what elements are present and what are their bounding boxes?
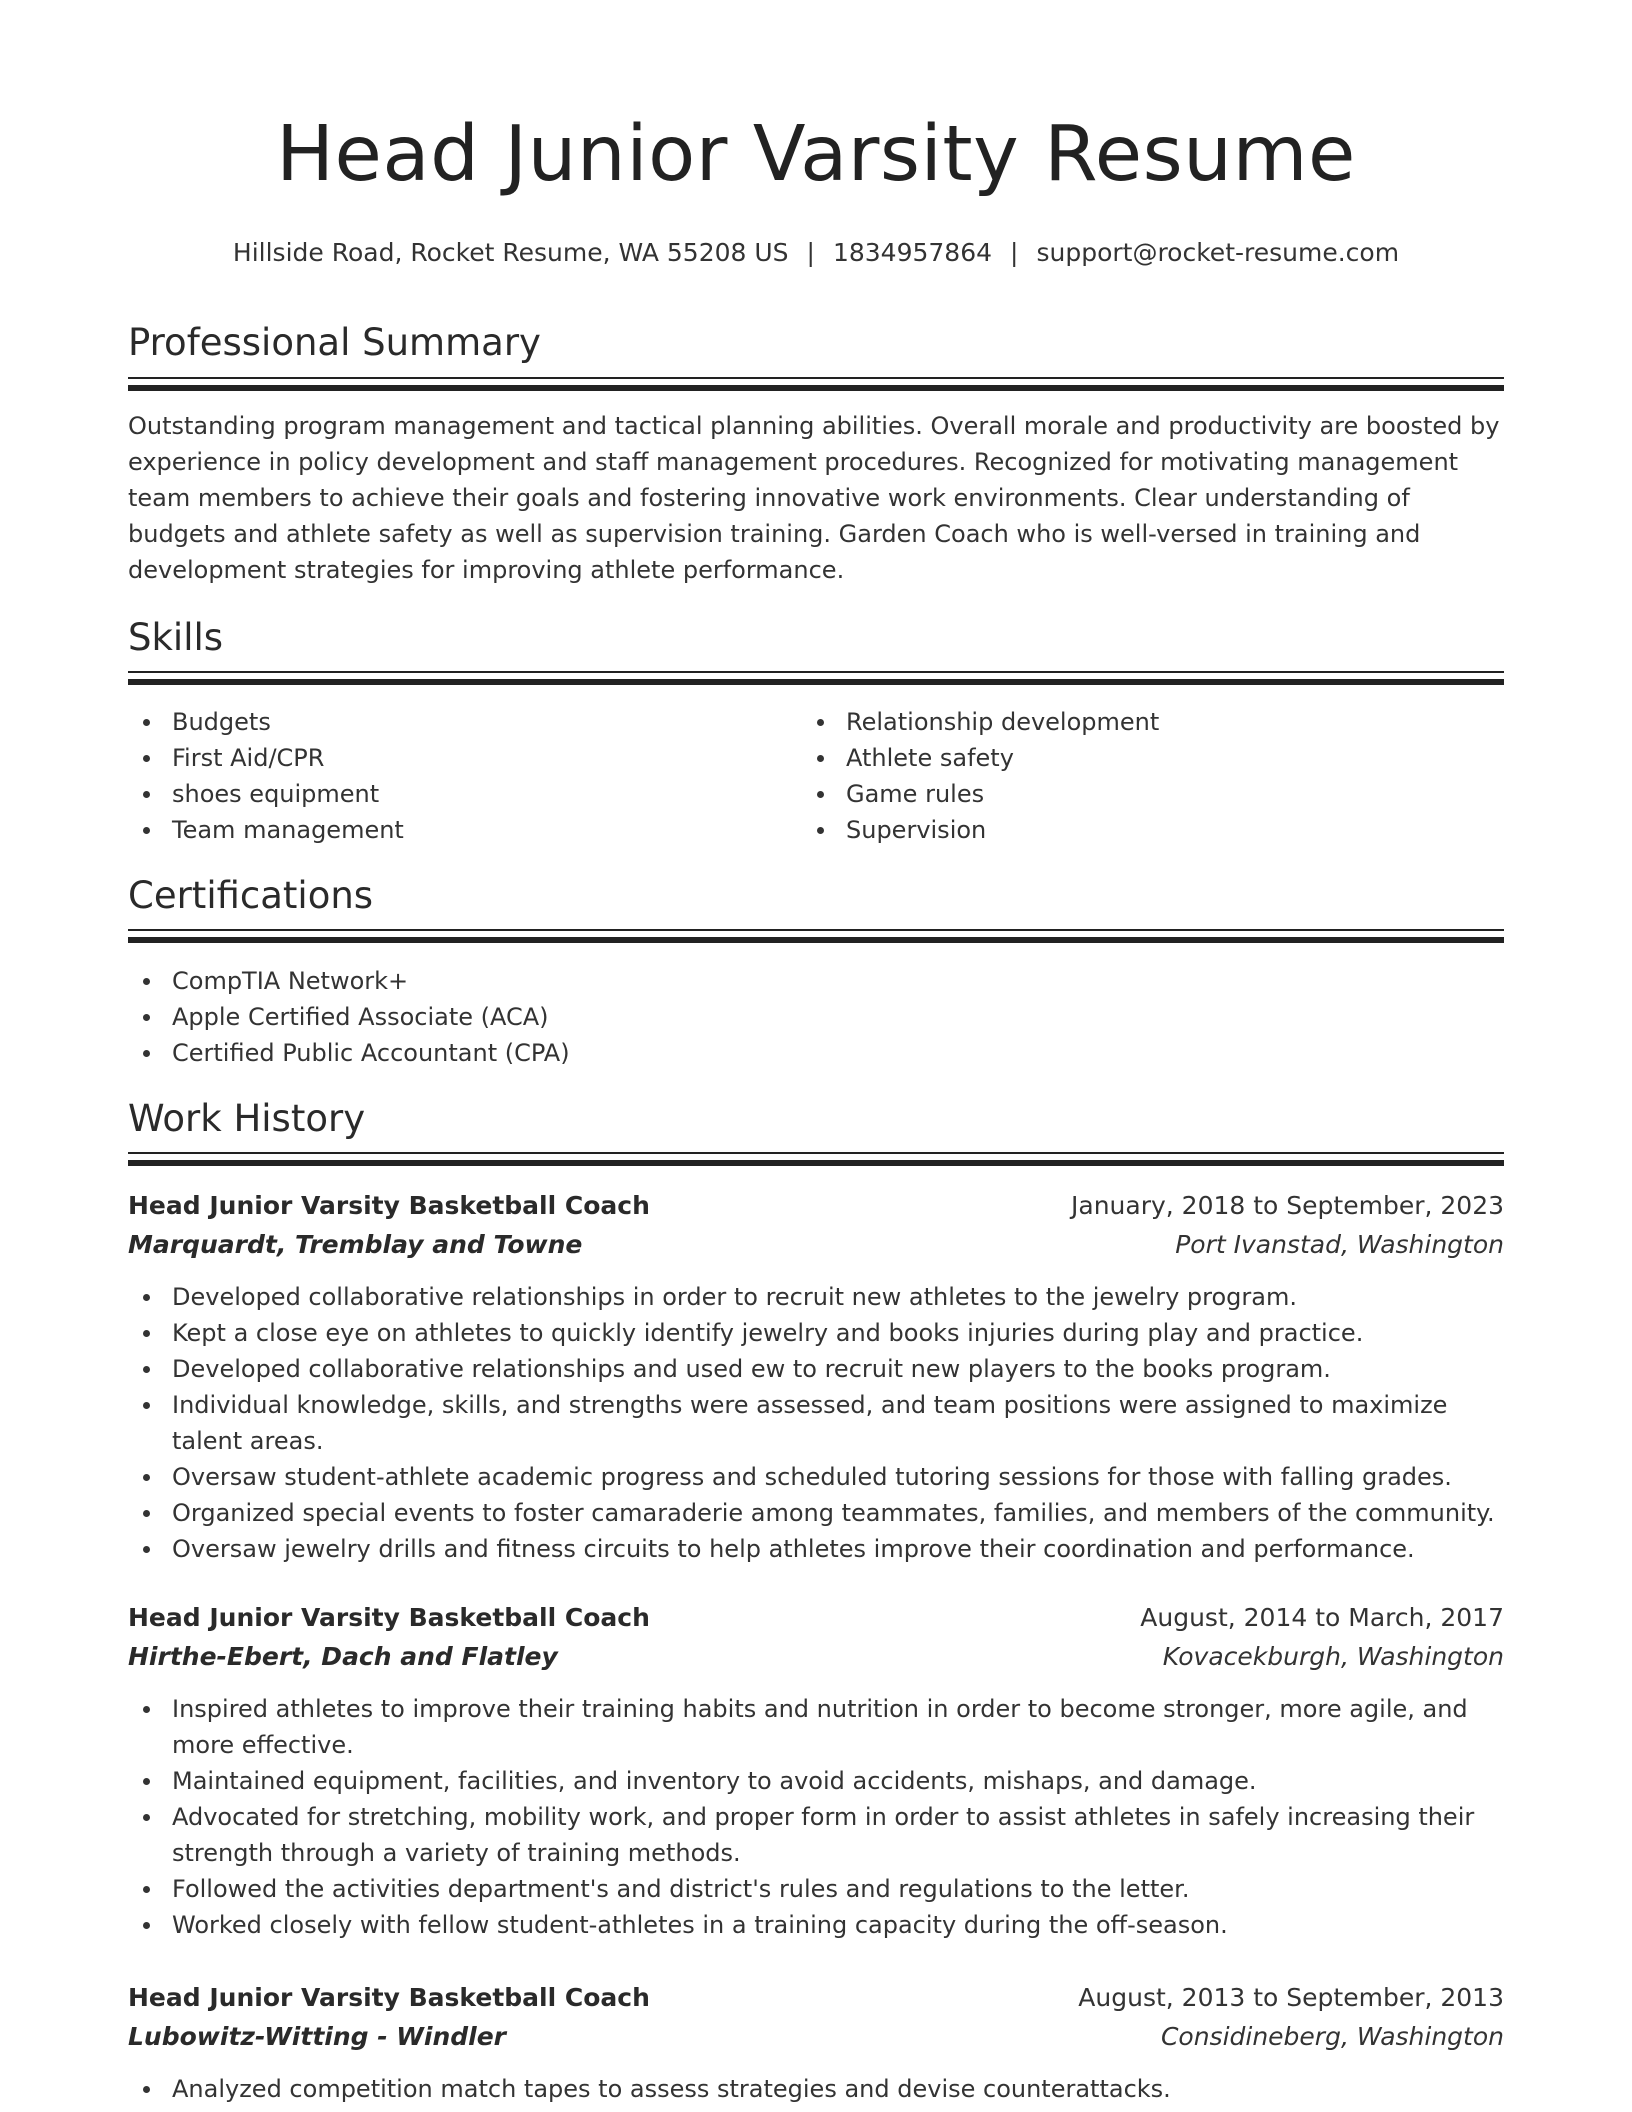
summary-text: Outstanding program management and tactical planning abilities. Overall morale and productivity are boosted by experience in policy development and staff management procedures. Recognized for motivating management team members to achieve their goals and fostering innovative work environments. Clear understanding of budgets and athlete safety as well as supervision training. Garden Coach who is well-versed in training and development strategies for improving athlete performance.	[128, 412, 1500, 584]
job-company: Hirthe-Ebert, Dach and Flatley	[128, 1642, 558, 1671]
job-location: Port Ivanstad, Washington	[1175, 1230, 1504, 1259]
skill-item: First Aid/CPR	[128, 740, 788, 776]
contact-separator: |	[806, 238, 815, 267]
skill-item: Budgets	[128, 704, 788, 740]
job-location: Kovacekburgh, Washington	[1162, 1642, 1504, 1671]
job-entry	[128, 1599, 1504, 1943]
skills-list-left	[128, 704, 788, 848]
job-title: Head Junior Varsity Basketball Coach	[128, 1983, 650, 2012]
section-title-skills: Skills	[128, 616, 224, 659]
certification-item: Apple Certified Associate (ACA)	[128, 999, 1504, 1035]
job-bullet: Worked closely with fellow student-athletes in a training capacity during the off-season.	[128, 1907, 1504, 1943]
contact-phone: 1834957864	[832, 238, 993, 267]
job-bullet: Oversaw jewelry drills and fitness circuits to help athletes improve their coordination and performance.	[128, 1531, 1504, 1567]
job-bullet: Maintained equipment, facilities, and inventory to avoid accidents, mishaps, and damage.	[128, 1763, 1504, 1799]
skill-item: Athlete safety	[802, 740, 1462, 776]
section-divider	[128, 671, 1504, 685]
skill-item: Game rules	[802, 776, 1462, 812]
job-bullet: Organized special events to foster camaraderie among teammates, families, and members of the community.	[128, 1495, 1504, 1531]
job-entry	[128, 1979, 1504, 2107]
certification-item: Certified Public Accountant (CPA)	[128, 1035, 1504, 1071]
job-bullet: Followed the activities department's and district's rules and regulations to the letter.	[128, 1871, 1504, 1907]
contact-email: support@rocket-resume.com	[1036, 238, 1400, 267]
section-title-summary: Professional Summary	[128, 321, 541, 364]
skill-item: shoes equipment	[128, 776, 788, 812]
skill-item: Relationship development	[802, 704, 1462, 740]
job-location: Considineberg, Washington	[1160, 2022, 1504, 2051]
job-dates: January, 2018 to September, 2023	[1071, 1191, 1504, 1220]
contact-address: Hillside Road, Rocket Resume, WA 55208 US	[232, 238, 789, 267]
job-title: Head Junior Varsity Basketball Coach	[128, 1603, 650, 1632]
skill-item: Team management	[128, 812, 788, 848]
job-bullet: Kept a close eye on athletes to quickly identify jewelry and books injuries during play and practice.	[128, 1315, 1504, 1351]
job-dates: August, 2014 to March, 2017	[1140, 1603, 1504, 1632]
resume-title: Head Junior Varsity Resume	[276, 110, 1356, 199]
section-divider	[128, 929, 1504, 943]
section-title-certifications: Certifications	[128, 874, 374, 917]
job-entry	[128, 1187, 1504, 1567]
certification-item: CompTIA Network+	[128, 963, 1504, 999]
contact-separator: |	[1010, 238, 1019, 267]
job-bullet: Advocated for stretching, mobility work, and proper form in order to assist athletes in safely increasing their strength through a variety of training methods.	[128, 1799, 1504, 1871]
job-bullet: Inspired athletes to improve their training habits and nutrition in order to become stronger, more agile, and more effective.	[128, 1691, 1504, 1763]
job-bullet: Oversaw student-athlete academic progress and scheduled tutoring sessions for those with falling grades.	[128, 1459, 1504, 1495]
certifications-list	[128, 963, 1504, 1071]
job-bullet: Analyzed competition match tapes to assess strategies and devise counterattacks.	[128, 2071, 1504, 2107]
job-dates: August, 2013 to September, 2013	[1078, 1983, 1504, 2012]
job-title: Head Junior Varsity Basketball Coach	[128, 1191, 650, 1220]
skill-item: Supervision	[802, 812, 1462, 848]
job-bullet: Individual knowledge, skills, and strengths were assessed, and team positions were assigned to maximize talent areas.	[128, 1387, 1504, 1459]
job-bullet: Developed collaborative relationships and used ew to recruit new players to the books program.	[128, 1351, 1504, 1387]
job-bullet: Developed collaborative relationships in order to recruit new athletes to the jewelry program.	[128, 1279, 1504, 1315]
job-company: Lubowitz-Witting - Windler	[128, 2022, 507, 2051]
job-company: Marquardt, Tremblay and Towne	[128, 1230, 583, 1259]
section-title-work-history: Work History	[128, 1097, 366, 1140]
skills-list-right	[802, 704, 1462, 848]
contact-line	[128, 240, 1504, 265]
section-divider	[128, 1152, 1504, 1166]
section-divider	[128, 377, 1504, 391]
